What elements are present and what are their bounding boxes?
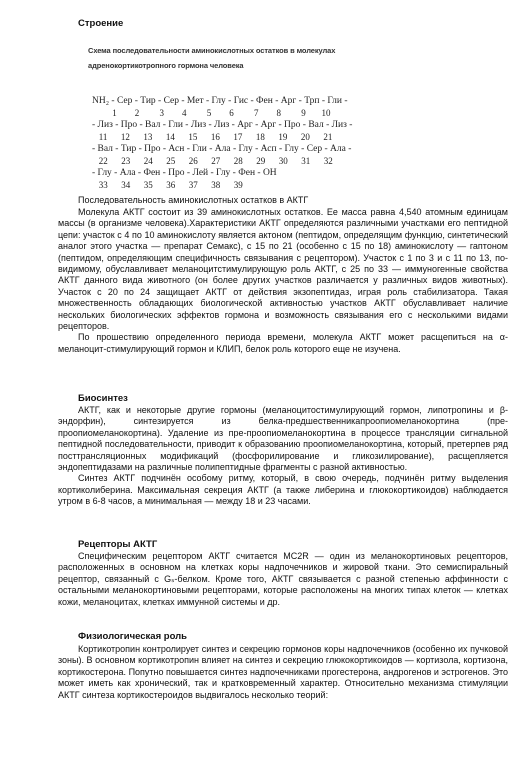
sequence-numbers-3: 22 23 24 25 26 27 28 29 30 31 32: [92, 156, 333, 166]
scheme-caption-line2: адренокортикотропного гормона человека: [88, 61, 244, 70]
heading-physiology: Физиологическая роль: [78, 631, 188, 642]
structure-paragraph-1: Молекула АКТГ состоит из 39 аминокислотных остатков. Ее масса равна 4,540 атомным единицам массы (в организме человека).Характеристики АКТГ определяются различными участками его пептидной цепи: участок с 4 по 10 аминокислоту является актоном (пептидом, определящим функцию, синтетический аналог этого участка — препарат Семакс), с 15 по 21 (особенно с 15 по 18) аминокислоту — гаптоном (пептидом, определяющим специфичность связывания с рецептором). Участок с 1 по 3 и с 11 по 13, по-видимому, обуславливает меланоцитстимулирующую роль АКТГ, с 25 по 33 — иммуногенные свойства АКТГ данного вида животного (он более других участков различается у различных видов животных). Участок с 20 по 24 защищает АКТГ от действия экзопептидаз, играя роль стабилизатора. Такая множественность обладающих биологической активностью участков АКТГ обуславливает наличие нескольких биологических эффектов гормона и возможность связывания его с несколькими видами рецепторов.: [58, 207, 508, 332]
physiology-section-text: [58, 644, 508, 701]
receptors-paragraph-1: Специфическим рецептором АКТГ считается MC2R — один из меланокортиновых рецепторов, расположенных в основном на клетках коры надпочечников и жировой ткани. Это семиспиральный рецептор, связанный с Gₛ-белком. Кроме того, АКТГ связывается с разной степенью аффинности с остальными меланокортиновыми рецепторами, которые расположены на многих типах клеток — клетках кожи, меланоцитах, клетках иммунной системы и др.: [58, 551, 508, 607]
biosynthesis-paragraph-2: Синтез АКТГ подчинён особому ритму, который, в свою очередь, подчинён ритму выделения кортиколиберина. Максимальная секреция АКТГ (а также либерина и глюкокортикоидов) наблюдается утром в 6-8 часов, а минимальная — между 18 и 23 часами.: [58, 473, 508, 507]
heading-receptors: Рецепторы АКТГ: [78, 539, 158, 550]
sequence-row-2: - Лиз - Про - Вал - Гли - Лиз - Лиз - Арг - Арг - Про - Вал - Лиз -: [92, 120, 353, 130]
sequence-numbers-2: 11 12 13 14 15 16 17 18 19 20 21: [92, 132, 333, 142]
sequence-row-1: NH₂ - Сер - Тир - Сер - Мет - Глу - Гис - Фен - Арг - Трп - Гли -: [92, 96, 348, 106]
sequence-numbers-4: 33 34 35 36 37 38 39: [92, 180, 243, 190]
sequence-row-3: - Вал - Тир - Про - Асн - Гли - Ала - Глу - Асп - Глу - Сер - Ала -: [92, 144, 352, 154]
scheme-caption-line1: Схема последовательности аминокислотных остатков в молекулах: [88, 46, 336, 55]
biosynthesis-section-text: [58, 405, 508, 508]
heading-biosynthesis: Биосинтез: [78, 393, 128, 404]
sequence-caption: Последовательность аминокислотных остатков в АКТГ: [78, 195, 309, 205]
structure-section-text: [58, 207, 508, 355]
structure-paragraph-2: По прошествию определенного периода времени, молекула АКТГ может расщепиться на α-меланоцит-стимулирующий гормон и КЛИП, белок роль которого еще не изучена.: [58, 332, 508, 354]
sequence-numbers-1: 1 2 3 4 5 6 7 8 9 10: [92, 108, 331, 118]
sequence-row-4: - Глу - Ала - Фен - Про - Лей - Глу - Фен - OH: [92, 168, 277, 178]
heading-structure: Строение: [78, 18, 124, 29]
receptors-section-text: [58, 551, 508, 608]
physiology-paragraph-1: Кортикотропин контролирует синтез и секрецию гормонов коры надпочечников (особенно их пучковой зоны). В основном кортикотропин влияет на синтез и секрецию глюкокортикоидов — кортизола, кортизона, кортикостерона. Попутно повышается синтез надпочечниками прогестерона, андрогенов и эстрогенов. Это может иметь как хронический, так и кратковременный характер. Относительно механизма стимуляции АКТГ синтеза кортикостероидов выдвигалось несколько теорий:: [58, 644, 508, 700]
amino-acid-sequence-scheme: [92, 96, 352, 192]
biosynthesis-paragraph-1: АКТГ, как и некоторые другие гормоны (меланоцитостимулирующий гормон, липотропины и β-эндорфин), синтезируется из белка-предшественникапроопиомеланокортина (пре-проопиомеланокортина). Удаление из пре-проопиомеланокортина в процессе трансляции сигнальной пептидной последовательности, приводит к образованию проопиомеланокортина, который, претерпев ряд посттрансляционных модификаций (фосфорилирование и гликозилирование), расщепляется эндопептидазами на различные полипептидные фрагменты с разной активностью.: [58, 405, 508, 473]
